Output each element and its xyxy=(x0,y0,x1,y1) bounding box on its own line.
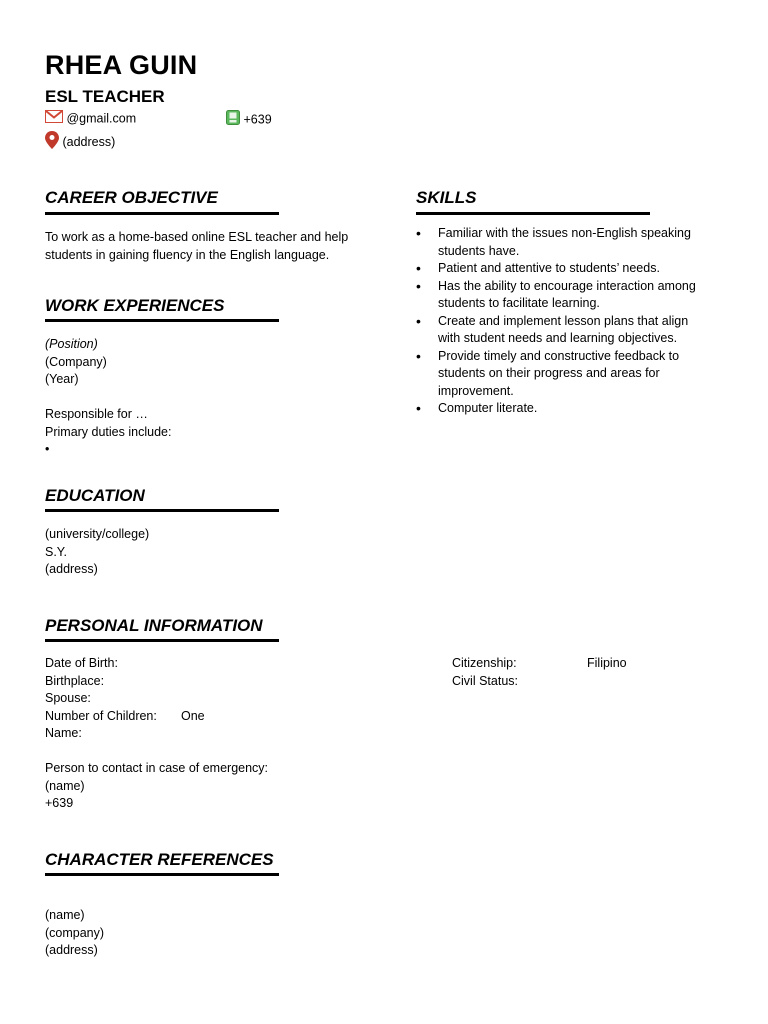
references-rule xyxy=(45,873,279,876)
skill-item: • Has the ability to encourage interaction among students to facilitate learning. xyxy=(416,278,706,313)
work-responsible: Responsible for … xyxy=(45,407,148,421)
skill-item: • Create and implement lesson plans that align with student needs and learning objectives. xyxy=(416,313,706,348)
phone-line xyxy=(226,110,272,131)
dob-label: Date of Birth: xyxy=(45,656,118,670)
skills-list xyxy=(416,225,706,418)
education-block xyxy=(45,526,149,579)
career-objective-text: To work as a home-based online ESL teacher and help students in gaining fluency in the English language. xyxy=(45,230,349,262)
citizenship-row xyxy=(452,655,712,673)
personal-left-block xyxy=(45,655,385,813)
education-rule xyxy=(45,509,279,512)
skill-item: • Patient and attentive to students’ needs. xyxy=(416,260,706,278)
email-line xyxy=(45,110,136,129)
emergency-name: (name) xyxy=(45,778,85,793)
skill-item: • Computer literate. xyxy=(416,400,706,418)
birthplace-label: Birthplace: xyxy=(45,673,105,688)
address-line xyxy=(45,131,115,155)
work-heading: WORK EXPERIENCES xyxy=(45,296,225,315)
skills-heading: SKILLS xyxy=(416,188,477,207)
emergency-phone: +639 xyxy=(45,796,74,810)
children-label: Number of Children: xyxy=(45,708,157,723)
work-duties: Primary duties include: xyxy=(45,424,172,439)
education-sy: S.Y. xyxy=(45,544,68,559)
reference-address: (address) xyxy=(45,943,98,957)
reference-company: (company) xyxy=(45,925,105,940)
education-address: (address) xyxy=(45,562,98,576)
education-heading: EDUCATION xyxy=(45,486,145,505)
children-row xyxy=(45,708,385,726)
citizenship-value: Filipino xyxy=(587,656,627,670)
references-block xyxy=(45,907,104,960)
location-pin-icon xyxy=(45,131,59,155)
work-rule xyxy=(45,319,279,322)
work-year: (Year) xyxy=(45,372,79,386)
resume-name: RHEA GUIN xyxy=(45,50,198,80)
education-school: (university/college) xyxy=(45,527,150,541)
citizenship-label: Citizenship: xyxy=(452,656,517,670)
spouse-label: Spouse: xyxy=(45,691,91,705)
personal-rule xyxy=(45,639,279,642)
reference-name: (name) xyxy=(45,908,85,922)
skills-rule xyxy=(416,212,650,215)
references-heading: CHARACTER REFERENCES xyxy=(45,850,274,869)
phone-text: +639 xyxy=(243,112,272,127)
work-block xyxy=(45,336,365,459)
job-title: ESL TEACHER xyxy=(45,87,165,106)
work-duty-bullet: • xyxy=(45,442,50,456)
phone-icon xyxy=(226,110,240,131)
personal-heading: PERSONAL INFORMATION xyxy=(45,616,263,635)
skill-item: • Familiar with the issues non-English speaking students have. xyxy=(416,225,706,260)
email-text[interactable]: @gmail.com xyxy=(66,111,137,126)
skill-item: • Provide timely and constructive feedback to students on their progress and areas for improvement. xyxy=(416,348,706,401)
work-company: (Company) xyxy=(45,354,107,369)
children-value: One xyxy=(181,708,205,723)
career-objective-rule xyxy=(45,212,279,215)
address-text: (address) xyxy=(62,135,116,150)
emergency-label: Person to contact in case of emergency: xyxy=(45,761,269,775)
career-objective-heading: CAREER OBJECTIVE xyxy=(45,188,218,207)
gmail-icon xyxy=(45,110,63,129)
civil-status-label: Civil Status: xyxy=(452,673,518,688)
work-position: (Position) xyxy=(45,337,98,351)
name-label: Name: xyxy=(45,726,82,740)
personal-right-block xyxy=(452,655,712,690)
